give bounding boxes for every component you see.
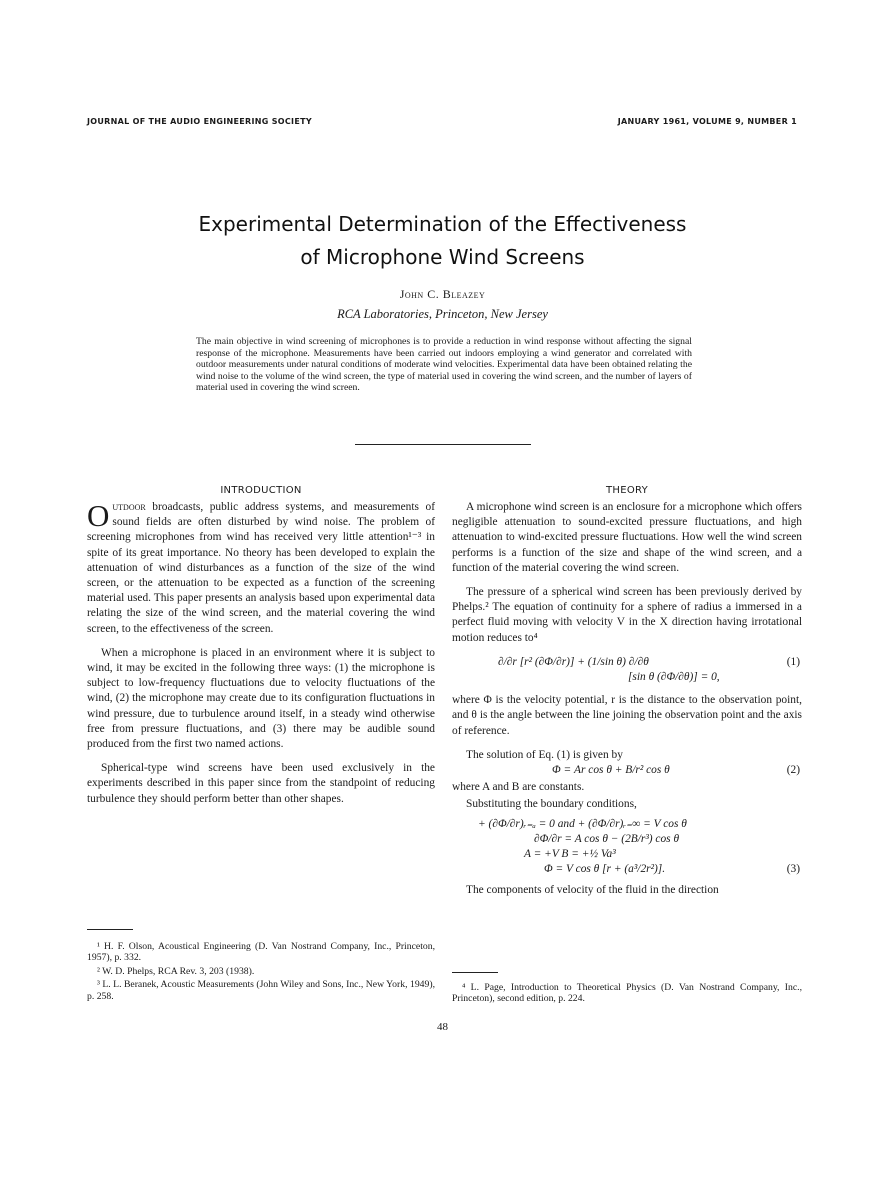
equation-2-text: Φ = Ar cos θ + B/r² cos θ [552, 764, 670, 777]
running-head-issue: JANUARY 1961, VOLUME 9, NUMBER 1 [617, 117, 797, 126]
theory-paragraph-1: A microphone wind screen is an enclosure for a microphone which offers negligible attenuation to sound-excited pressure fluctuations, and high attenuation to wind-excited pressure fluctuations. How well the wind screen performs is a function of the size and shape of the wind screen, and a function of the material covering the wind screen. [452, 501, 802, 574]
theory-paragraph-4: The solution of Eq. (1) is given by [466, 748, 623, 761]
equation-1-line-2: [sin θ (∂Φ/∂θ)] = 0, [628, 671, 720, 684]
equation-2-number: (2) [786, 764, 800, 777]
footnotes-right [452, 982, 802, 1007]
equation-3-line-1: + (∂Φ/∂r)ᵣ₌ₐ = 0 and + (∂Φ/∂r)ᵣ₌∞ = V cos θ [478, 817, 687, 830]
abstract: The main objective in wind screening of microphones is to provide a reduction in wind response without affecting the signal response of the microphone. Measurements have been carried out indoors employing a wind generator and correlated with outdoor measurements under natural conditions of moderate wind velocities. Experimental data have been obtained relating the wind noise to the volume of the wind screen, the type of material used in covering the wind screen, and the number of layers of material used in covering the wind screen. [196, 336, 692, 394]
theory-paragraph-2: The pressure of a spherical wind screen has been previously derived by Phelps.² The equation of continuity for a sphere of radius a immersed in a perfect fluid moving with velocity V in the X direction having irrotational motion reduces to⁴ [452, 586, 802, 644]
equation-3 [452, 817, 802, 878]
article-title-line-1: Experimental Determination of the Effectiveness [198, 212, 687, 236]
intro-paragraph-2: When a microphone is placed in an environment where it is subject to wind, it may be excited in the following three ways: (1) the microphone is subject to low-frequency fluctuations due to velocity fluctuations of the wind, (2) the microphone may create due to its configuration fluctuations in wind pressure, due to turbulence around itself, in a steady wind otherwise free from pressure fluctuations, and (3) there may be audible sound produced from the first two named actions. [87, 646, 435, 751]
footnote-3: ³ L. L. Beranek, Acoustic Measurements (John Wiley and Sons, Inc., New York, 1949), p. 258. [87, 979, 435, 1002]
intro-first-word: utdoor [112, 501, 146, 513]
equation-3-number: (3) [786, 863, 800, 876]
running-head-journal: JOURNAL OF THE AUDIO ENGINEERING SOCIETY [87, 117, 312, 126]
theory-paragraph-5: where A and B are constants. [452, 781, 585, 794]
intro-paragraph-1-text: broadcasts, public address systems, and measurements of sound fields are often disturbed by wind noise. The problem of screening microphones from wind has received very little attention¹⁻³ in spite of its great importance. No theory has been developed to explain the attenuation of wind disturbances as a function of the size of the wind screen, or the attenuation to be expected as a function of the screening material used. This paper presents an analysis based upon experimental data relating the size of the wind screen, and the material covering the wind screen, to the effectiveness of the screen. [87, 501, 435, 635]
equation-3-line-3: A = +V B = +½ Va³ [524, 847, 616, 860]
section-heading-introduction: INTRODUCTION [220, 485, 302, 496]
equation-2 [452, 763, 802, 778]
theory-paragraph-7: The components of velocity of the fluid in the direction [466, 884, 719, 897]
section-heading-theory: THEORY [605, 485, 649, 496]
author-affiliation: RCA Laboratories, Princeton, New Jersey [337, 307, 548, 321]
theory-paragraph-6: Substituting the boundary conditions, [466, 798, 637, 811]
intro-paragraph-1 [87, 500, 435, 637]
footnote-2: ² W. D. Phelps, RCA Rev. 3, 203 (1938). [97, 965, 255, 977]
intro-paragraph-3: Spherical-type wind screens have been used exclusively in the experiments described in this paper since from the standpoint of reducing turbulence they should perform better than other shapes. [87, 762, 435, 805]
drop-cap: O [87, 498, 110, 533]
theory-paragraph-3: where Φ is the velocity potential, r is the distance to the observation point, and θ is the angle between the line joining the observation point and the axis of reference. [452, 694, 802, 737]
footnotes-left [87, 941, 435, 1004]
footnote-4: ⁴ L. Page, Introduction to Theoretical Physics (D. Van Nostrand Company, Inc., Princeton), second edition, p. 224. [452, 982, 802, 1005]
abstract-divider [355, 444, 531, 445]
equation-1-line-1: ∂/∂r [r² (∂Φ/∂r)] + (1/sin θ) ∂/∂θ [498, 655, 649, 668]
author-name: John C. Bleazey [399, 287, 486, 301]
page-number: 48 [437, 1021, 448, 1033]
footnote-rule-right [452, 972, 498, 973]
equation-3-line-4: Φ = V cos θ [r + (a³/2r²)]. [544, 863, 666, 876]
left-column [87, 500, 435, 816]
equation-1-number: (1) [786, 655, 800, 668]
footnote-1: ¹ H. F. Olson, Acoustical Engineering (D. Van Nostrand Company, Inc., Princeton, 1957), p. 332. [87, 941, 435, 964]
footnote-rule-left [87, 929, 133, 930]
equation-1 [452, 655, 802, 685]
equation-3-line-2: ∂Φ/∂r = A cos θ − (2B/r³) cos θ [534, 832, 680, 845]
article-title-line-2: of Microphone Wind Screens [300, 245, 585, 269]
right-column [452, 500, 802, 908]
